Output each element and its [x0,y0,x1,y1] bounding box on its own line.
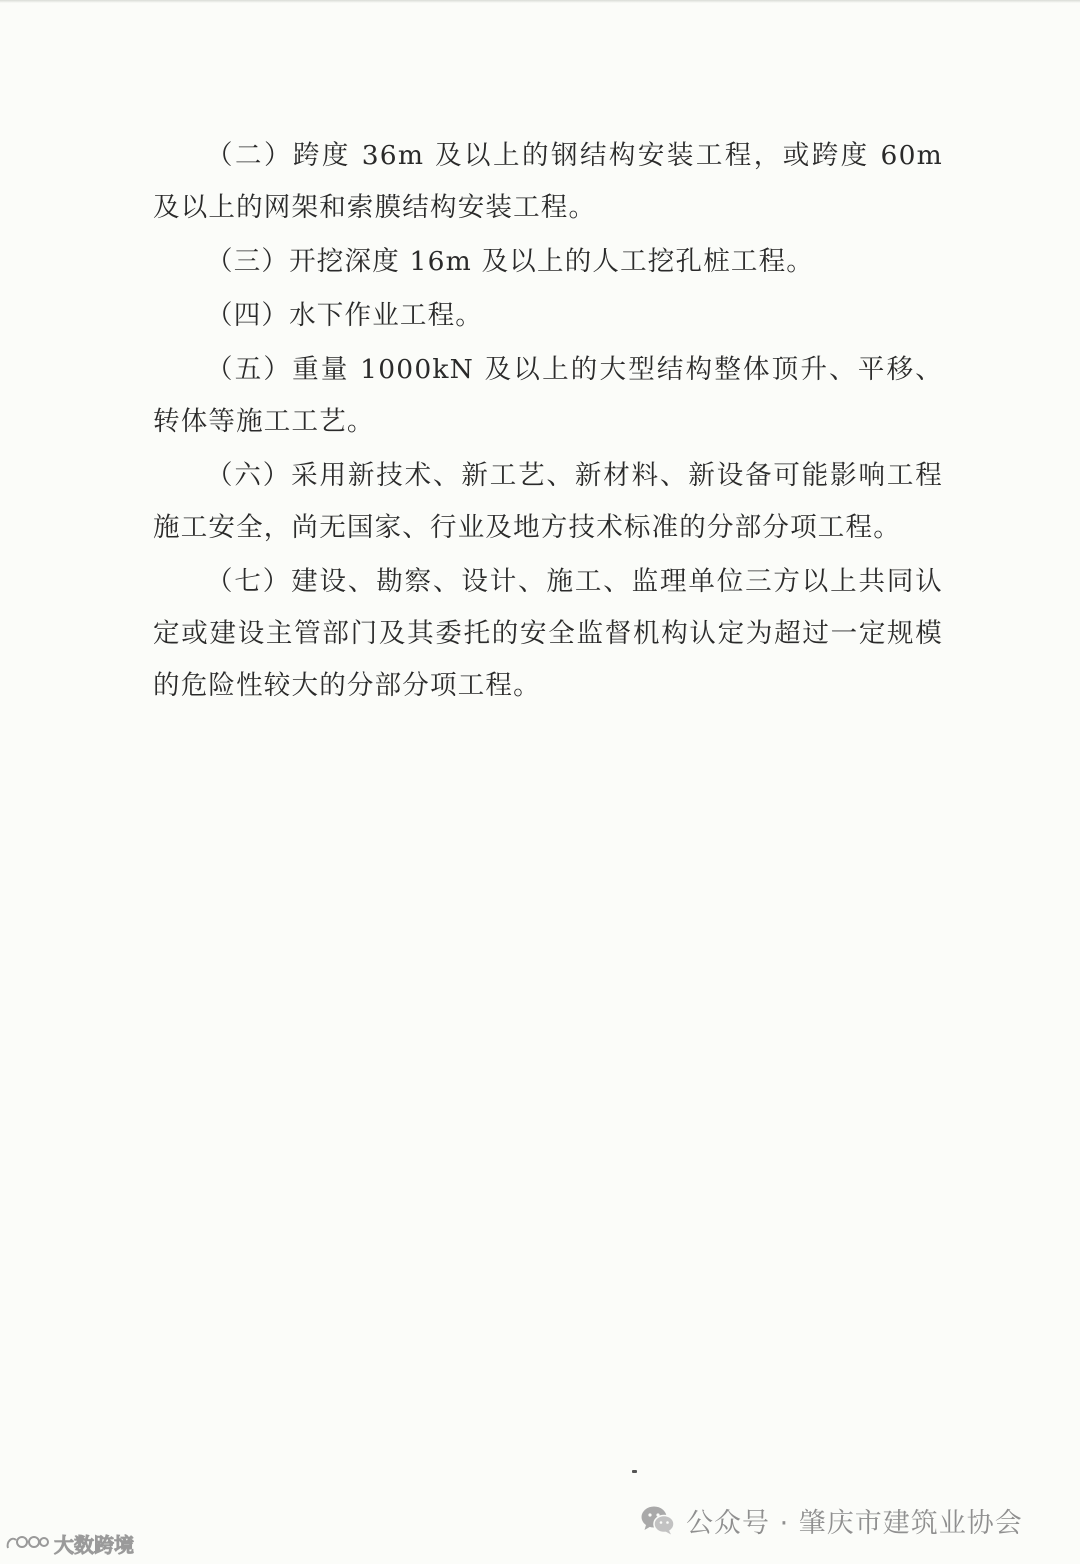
page-top-edge [0,0,1080,3]
paragraph-item-3: （三）开挖深度 16m 及以上的人工挖孔桩工程。 [206,246,814,277]
paragraph-item-2: （二）跨度 36m 及以上的钢结构安装工程，或跨度 60m 及以上的网架和索膜结构安装工程。 [153,140,943,223]
wechat-icon [640,1504,676,1536]
wechat-account-name: 公众号 · 肇庆市建筑业协会 [686,1507,1023,1539]
document-body [153,130,943,712]
paragraph-item-4: （四）水下作业工程。 [206,300,483,331]
platform-watermark [4,1528,134,1558]
paragraph-item-7: （七）建设、勘察、设计、施工、监理单位三方以上共同认定或建设主管部门及其委托的安全监督机构认定为超过一定规模的危险性较大的分部分项工程。 [153,566,943,701]
watermark-text: 大数跨境 [54,1532,134,1557]
paragraph-item-6: （六）采用新技术、新工艺、新材料、新设备可能影响工程施工安全，尚无国家、行业及地方技术标准的分部分项工程。 [153,460,943,543]
scan-dot-mark [632,1470,637,1473]
watermark-logo [4,1532,50,1554]
wechat-account-footer [640,1498,1023,1542]
paragraph-item-5: （五）重量 1000kN 及以上的大型结构整体顶升、平移、转体等施工工艺。 [153,354,943,437]
